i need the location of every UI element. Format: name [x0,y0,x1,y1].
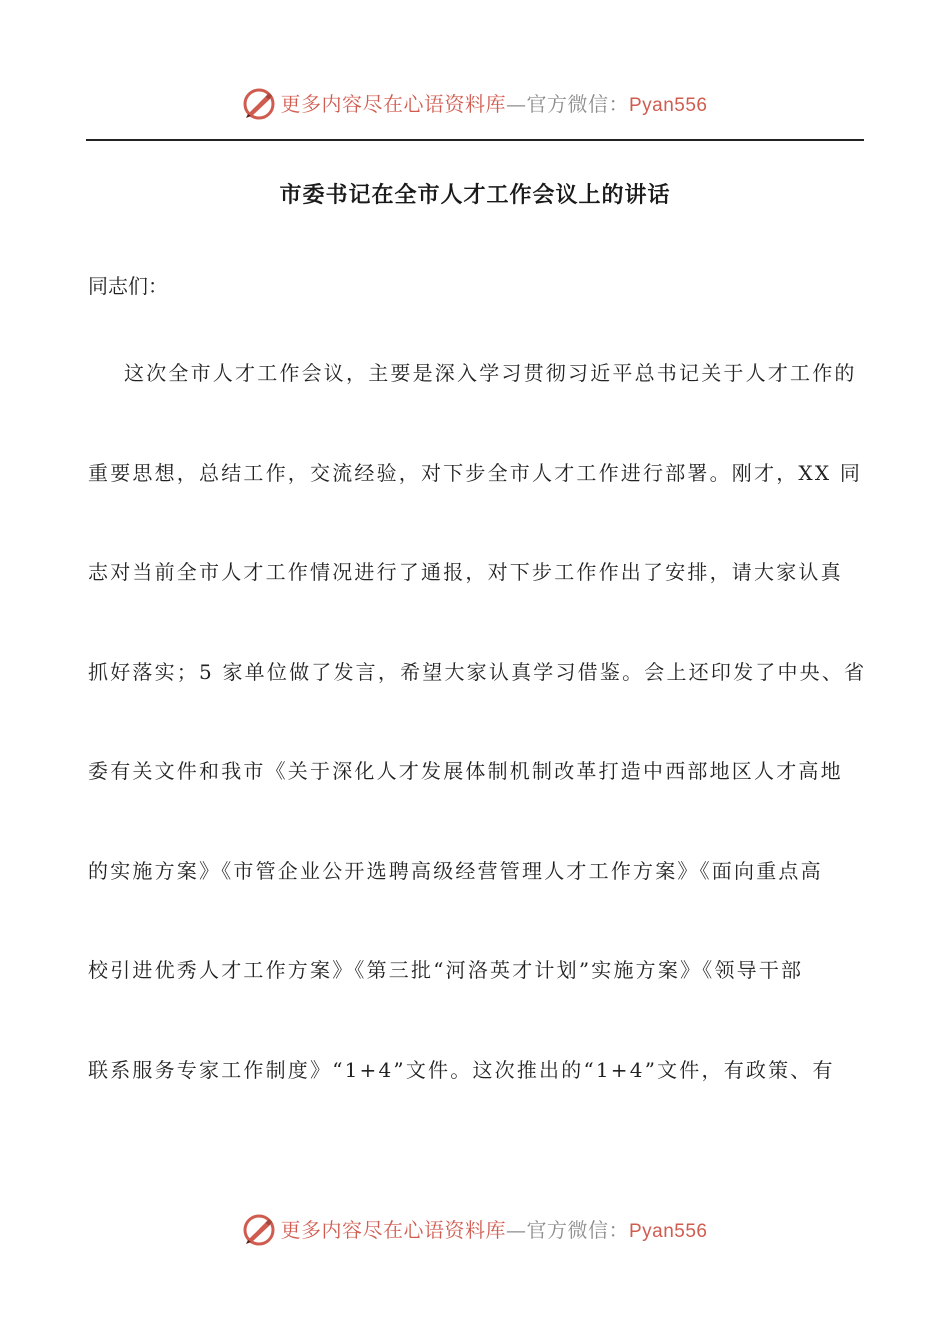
body-line: 委有关文件和我市《关于深化人才发展体制机制改革打造中西部地区人才高地 [88,759,843,783]
body-line: 志对当前全市人才工作情况进行了通报，对下步工作作出了安排，请大家认真 [88,560,843,584]
header-watermark-text [280,91,708,116]
body-line: 重要思想，总结工作，交流经验，对下步全市人才工作进行部署。刚才，XX 同 [88,460,863,485]
body-line: 校引进优秀人才工作方案》《第三批“河洛英才计划”实施方案》《领导干部 [88,958,804,982]
header-watermark-banner [0,84,950,124]
body-line: 这次全市人才工作会议，主要是深入学习贯彻习近平总书记关于人才工作的 [124,361,857,385]
header-divider [86,139,864,141]
pen-logo-icon [242,1213,276,1247]
body-line: 的实施方案》《市管企业公开选聘高级经营管理人才工作方案》《面向重点高 [88,858,823,883]
document-body [88,353,878,1149]
watermark-official-label: —官方微信： [505,1217,629,1242]
document-salutation: 同志们： [88,274,168,298]
watermark-wechat-handle: Pyan556 [628,1220,708,1242]
watermark-official-label: —官方微信： [505,91,629,116]
body-line: 联系服务专家工作制度》“1+4”文件。这次推出的“1+4”文件，有政策、有 [88,1057,835,1082]
footer-watermark-banner [0,1210,950,1250]
pen-logo-icon [242,87,276,121]
body-line: 抓好落实；5 家单位做了发言，希望大家认真学习借鉴。会上还印发了中央、省 [88,659,867,684]
document-title: 市委书记在全市人才工作会议上的讲话 [279,183,671,208]
watermark-site-name: 更多内容尽在心语资料库 [280,91,506,116]
watermark-site-name: 更多内容尽在心语资料库 [280,1217,506,1242]
footer-watermark-text [280,1217,708,1242]
watermark-wechat-handle: Pyan556 [628,94,708,116]
